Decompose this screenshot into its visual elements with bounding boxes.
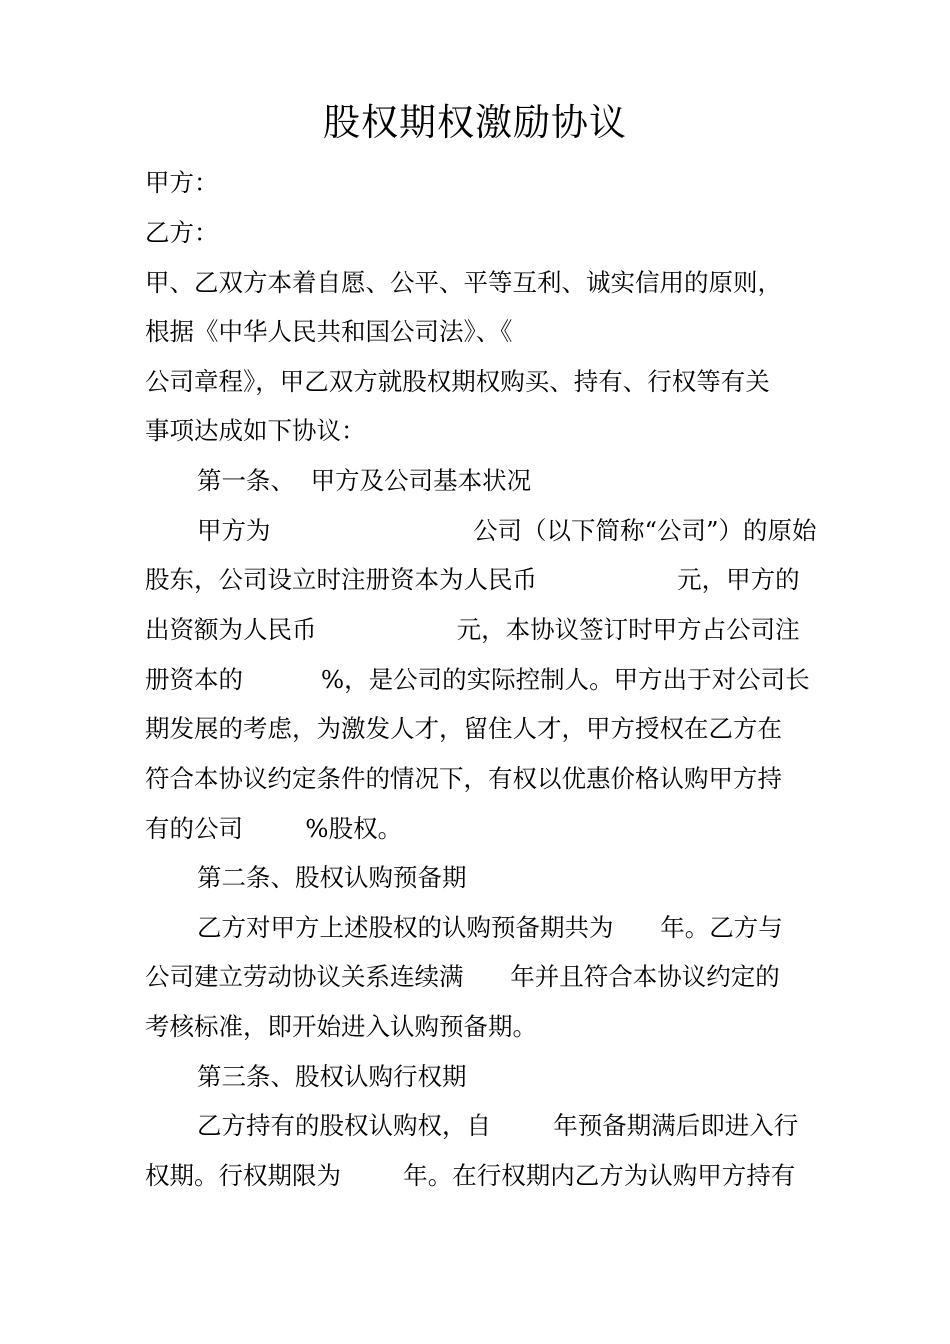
preamble-line-4: 事项达成如下协议： xyxy=(145,416,366,445)
article-2-heading: 第二条、股权认购预备期 xyxy=(197,863,467,892)
party-a-line: 甲方： xyxy=(145,168,219,197)
party-b-line: 乙方： xyxy=(145,218,219,247)
article-3-line-2: 权期。行权期限为 年。在行权期内乙方为认购甲方持有 xyxy=(145,1161,796,1190)
preamble-line-3: 公司章程》，甲乙双方就股权期权购买、持有、行权等有关 xyxy=(145,367,770,396)
article-1-line-3: 出资额为人民币 元，本协议签订时甲方占公司注 xyxy=(145,615,800,644)
article-3-heading: 第三条、股权认购行权期 xyxy=(197,1062,467,1091)
article-2-line-2: 公司建立劳动协议关系连续满 年并且符合本协议约定的 xyxy=(145,962,780,991)
article-1-line-6: 符合本协议约定条件的情况下，有权以优惠价格认购甲方持 xyxy=(145,764,782,793)
article-1-line-5: 期发展的考虑，为激发人才，留住人才，甲方授权在乙方在 xyxy=(145,714,782,743)
preamble-line-2: 根据《中华人民共和国公司法》、《 xyxy=(145,317,513,346)
article-1-line-1: 甲方为 公司（以下简称“公司”）的原始 xyxy=(197,516,817,545)
article-1-line-4: 册资本的 %，是公司的实际控制人。甲方出于对公司长 xyxy=(145,665,810,694)
preamble-line-1: 甲、乙双方本着自愿、公平、平等互利、诚实信用的原则， xyxy=(145,268,782,297)
article-2-line-1: 乙方对甲方上述股权的认购预备期共为 年。乙方与 xyxy=(197,913,783,942)
article-1-heading: 第一条、 甲方及公司基本状况 xyxy=(197,466,532,495)
article-1-line-7: 有的公司 %股权。 xyxy=(145,814,403,843)
document-title: 股权期权激励协议 xyxy=(323,101,627,144)
article-1-line-2: 股东，公司设立时注册资本为人民币 元，甲方的 xyxy=(145,565,800,594)
article-3-line-1: 乙方持有的股权认购权，自 年预备期满后即进入行 xyxy=(197,1111,799,1140)
article-2-line-3: 考核标准，即开始进入认购预备期。 xyxy=(145,1012,537,1041)
